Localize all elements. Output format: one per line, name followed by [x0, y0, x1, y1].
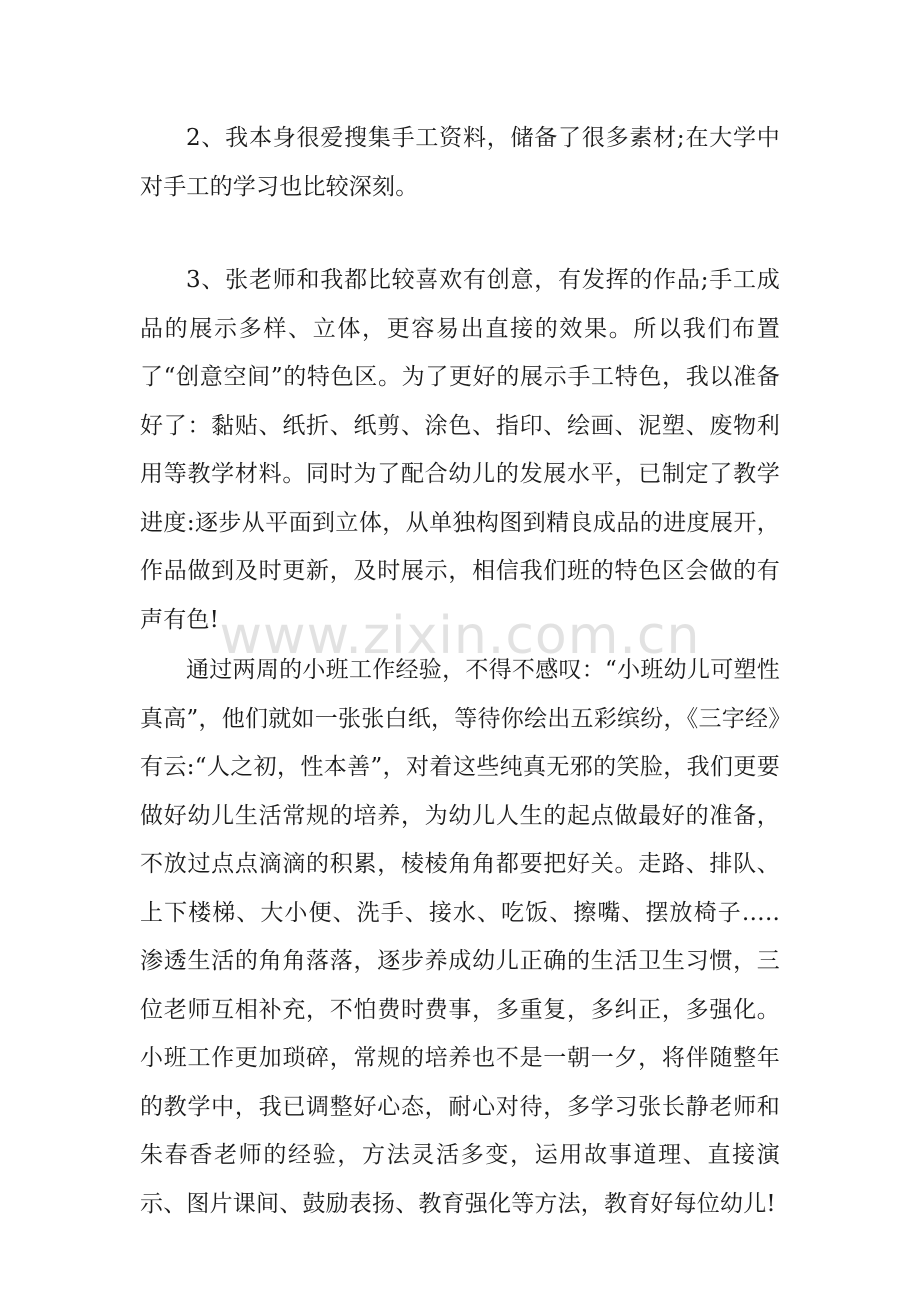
- paragraph-text: 2、我本身很爱搜集手工资料，储备了很多素材;在大学中对手工的学习也比较深刻。: [140, 125, 780, 200]
- paragraph-item-2: [140, 114, 780, 211]
- paragraph-text: 3、张老师和我都比较喜欢有创意，有发挥的作品;手工成品的展示多样、立体，更容易出直接的效果。所以我们布置了“创意空间”的特色区。为了更好的展示手工特色，我以准备好了：黏贴、纸折、纸剪、涂色、指印、绘画、泥塑、废物利用等教学材料。同时为了配合幼儿的发展水平，已制定了教学进度:逐步从平面到立体，从单独构图到精良成品的进度展开，作品做到及时更新，及时展示，相信我们班的特色区会做的有声有色!: [140, 267, 780, 633]
- paragraph-text: 通过两周的小班工作经验，不得不感叹：“小班幼儿可塑性真高”，他们就如一张张白纸，等待你绘出五彩缤纷，《三字经》有云:“人之初，性本善”，对着这些纯真无邪的笑脸，我们更要做好幼儿生活常规的培养，为幼儿人生的起点做最好的准备，不放过点点滴滴的积累，棱棱角角都要把好关。走路、排队、上下楼梯、大小便、洗手、接水、吃饭、擦嘴、摆放椅子…..渗透生活的角角落落，逐步养成幼儿正确的生活卫生习惯，三位老师互相补充，不怕费时费事，多重复，多纠正，多强化。小班工作更加琐碎，常规的培养也不是一朝一夕，将伴随整年的教学中，我已调整好心态，耐心对待，多学习张长静老师和朱春香老师的经验，方法灵活多变，运用故事道理、直接演示、图片课间、鼓励表扬、教育强化等方法，教育好每位幼儿!: [140, 657, 780, 1217]
- paragraph-summary: [140, 646, 780, 1228]
- watermark: www.zixin.com.cn: [219, 606, 701, 666]
- paragraph-item-3: [140, 256, 780, 644]
